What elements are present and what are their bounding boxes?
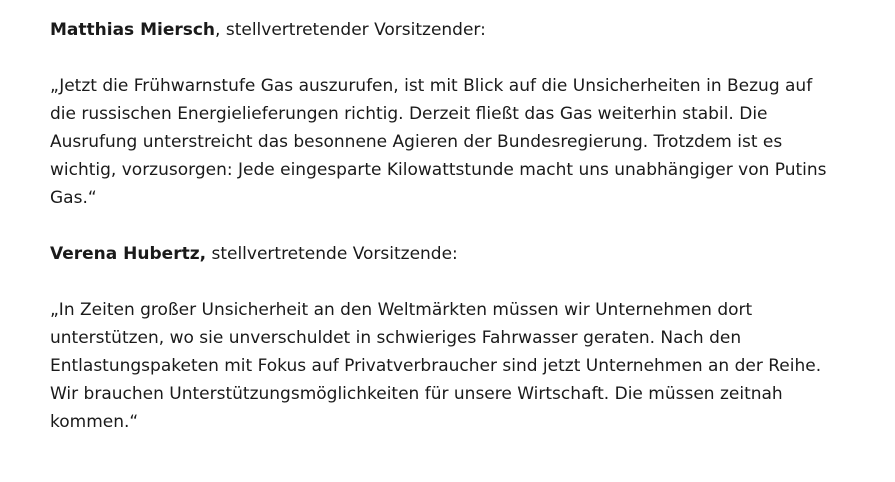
article-content (50, 16, 830, 464)
speaker-name: Verena Hubertz, (50, 244, 207, 264)
speaker-line-miersch (50, 16, 830, 44)
speaker-line-hubertz (50, 240, 830, 268)
speaker-role: , stellvertretender Vorsitzender: (215, 20, 486, 40)
quote-miersch: „Jetzt die Frühwarnstufe Gas auszurufen, ist mit Blick auf die Unsicherheiten in Bezug auf die russischen Energielieferungen richtig. Derzeit fließt das Gas weiterhin stabil. Die Ausrufung unterstreicht das besonnene Agieren der Bundesregierung. Trotzdem ist es wichtig, vorzusorgen: Jede eingesparte Kilowattstunde macht uns unabhängiger von Putins Gas.“ (50, 76, 827, 208)
speaker-role: stellvertretende Vorsitzende: (206, 244, 458, 264)
quote-hubertz: „In Zeiten großer Unsicherheit an den Weltmärkten müssen wir Unternehmen dort unterstützen, wo sie unverschuldet in schwieriges Fahrwasser geraten. Nach den Entlastungspaketen mit Fokus auf Privatverbraucher sind jetzt Unternehmen an der Reihe. Wir brauchen Unterstützungsmöglichkeiten für unsere Wirtschaft. Die müssen zeitnah kommen.“ (50, 300, 822, 432)
speaker-name: Matthias Miersch (50, 20, 216, 40)
